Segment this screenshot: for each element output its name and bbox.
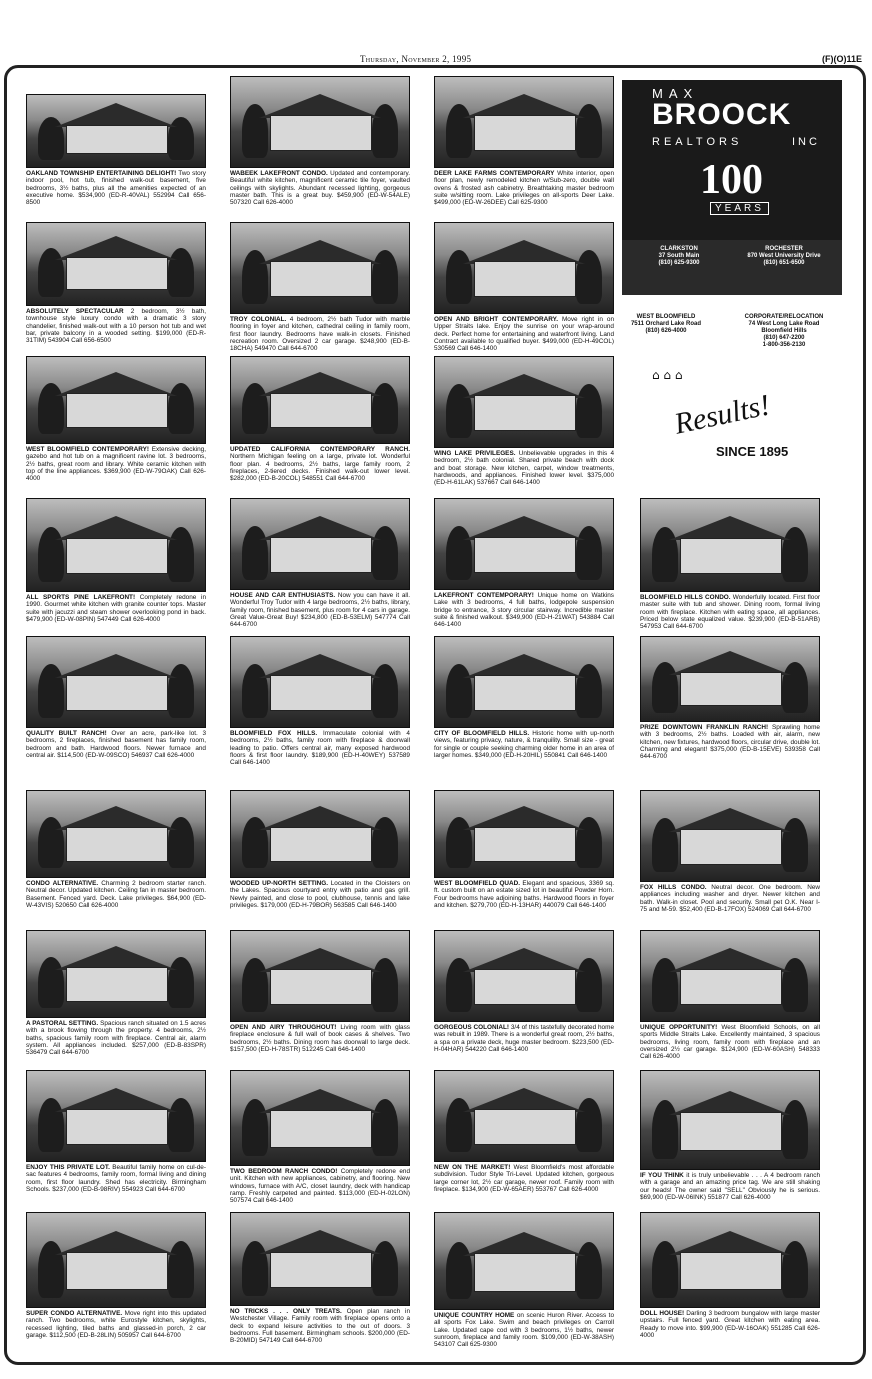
listing-body: Darling 3 bedroom bungalow with large master upstairs. Full fenced yard. Great kitchen with eating area. Ready to move into. $99,900 (ED-W-16OAK) 551285 Call 626-4000 — [640, 1310, 820, 1339]
listing-body: Beautiful family home on cul-de-sac features 4 bedrooms, family room, formal living and dining room, first floor laundry. Shed has electricity. Birmingham Schools. $237,000 (ED-B-98RIV) 554923 Call 644-6700 — [26, 1164, 206, 1193]
listing-photo — [434, 76, 614, 168]
listing-title: QUALITY BUILT RANCH! — [26, 730, 107, 737]
listing-body: Open plan ranch in Westchester Village. Family room with fireplace opens onto a deck to expand leisure activities to the out of doors. 3 bedrooms. Full basement. Birmingham schools. $200,000 (ED-B-20MID) 547149 Call 644-6700 — [230, 1308, 411, 1345]
listing-title: SUPER CONDO ALTERNATIVE. — [26, 1310, 123, 1317]
office-clarkston — [634, 246, 724, 267]
listing-photo — [230, 1212, 410, 1306]
listing-body: Updated and contemporary. Beautiful white kitchen, magnificent ceramic tile foyer, vaulted ceilings with skylights. Abundant recessed lighting, gorgeous master bath. This is a great buy. $459,900 (ED-W-54ALE) 507320 Call 626-4000 — [230, 170, 410, 207]
listing-photo — [230, 222, 410, 314]
listing-body: Sprawling home with 3 bedrooms, 2½ baths. Loaded with air, alarm, new kitchen, new fixtures, hardwood floors, circular drive, double lot. Charming and elegant! $375,000 (ED-B-15EVE) 539358 Call 644-6700 — [640, 724, 820, 761]
listing-photo — [26, 94, 206, 168]
listing-body: Two story indoor pool, hot tub, finished walk-out basement, five bedrooms, 3½ baths, plus all the amenities expected of an executive home. $534,900 (ED-R-40VAL) 552994 Call 656-8500 — [26, 170, 206, 207]
listing-title: PRIZE DOWNTOWN FRANKLIN RANCH! — [640, 724, 769, 731]
listing-body: Unbelievable upgrades in this 4 bedroom, 2½ bath colonial. Shared private beach with dock and boat storage. New kitchen, carpet, window treatments, hardwoods, and appliances. Finished lower level. $375,000 (ED-H-61LAK) 537667 Call 646-1400 — [434, 450, 614, 487]
office-phone-tollfree: 1-800-356-2130 — [762, 342, 806, 348]
listing-text — [434, 170, 614, 206]
listing-photo — [640, 636, 820, 722]
listing-text — [26, 446, 206, 482]
listing-photo — [230, 498, 410, 590]
logo-realtors: REALTORS — [652, 136, 743, 148]
listing-photo — [434, 498, 614, 590]
listing-photo — [26, 498, 206, 592]
listing-photo — [434, 1212, 614, 1310]
office-address: 870 West University Drive — [747, 253, 821, 259]
listing-text — [434, 1164, 614, 1193]
listing-photo — [230, 356, 410, 444]
listing-title: IF YOU THINK — [640, 1172, 684, 1179]
listing-photo — [434, 790, 614, 878]
listing-photo — [640, 790, 820, 882]
listing-title: WEST BLOOMFIELD QUAD. — [434, 880, 521, 887]
listing-title: BLOOMFIELD HILLS CONDO. — [640, 594, 731, 601]
listing-text — [640, 724, 820, 760]
listing-title: FOX HILLS CONDO. — [640, 884, 707, 891]
listing-text — [26, 1310, 206, 1339]
listing-text — [230, 1168, 410, 1204]
listing-body: Northern Michigan feeling on a large, private lot. Wonderful floor plan. 4 bedrooms, 2½ baths, large family room, 2 fireplaces, 2-tiered decks. Finished walk-out lower level. $282,000 (ED-B-20COL) 548551 Call 644-6700 — [230, 453, 410, 483]
listing-title: OPEN AND BRIGHT CONTEMPORARY. — [434, 316, 558, 323]
listing-photo — [26, 1070, 206, 1162]
listing-title: A PASTORAL SETTING. — [26, 1020, 99, 1027]
listing-text — [230, 730, 410, 766]
listing-body: White interior, open floor plan, newly remodeled kitchen w/Sub-zero, double wall ovens & frosted ash cabinetry. Breathtaking master bedroom suite w/sitting room. Lake privileges on all-sports Deer Lake. $499,000 (ED-W-26DEE) Call 625-9300 — [434, 170, 614, 207]
office-corporate — [724, 314, 844, 349]
office-city: Bloomfield Hills — [761, 328, 807, 334]
listing-text — [434, 1312, 614, 1348]
listing-photo — [26, 636, 206, 728]
listing-title: HOUSE AND CAR ENTHUSIASTS. — [230, 592, 336, 599]
listing-body: West Bloomfield's most affordable subdivision. Tudor Style Tri-Level. Updated kitchen, gorgeous large corner lot, 2½ car garage, newer roof. Family room with fireplace. $134,900 (ED-W-65AER) 553767 Call 626-4000 — [434, 1164, 614, 1193]
page-number: (F)(O)11E — [822, 54, 863, 64]
listing-photo — [26, 222, 206, 306]
listing-photo — [230, 930, 410, 1022]
listing-text — [26, 1020, 206, 1056]
office-address: 7511 Orchard Lake Road — [630, 321, 702, 327]
listing-photo — [434, 222, 614, 314]
office-panel — [622, 240, 842, 295]
listing-body: Move right in on Upper Straits lake. Enjoy the sunrise on your wrap-around deck. Perfect home for entertaining and waterfront living. Land Contract available to qualified buyer. $499,000 (ED-H-49COL) 530569 Call 646-1400 — [434, 316, 614, 353]
listing-title: UPDATED CALIFORNIA CONTEMPORARY RANCH. — [230, 446, 410, 453]
listing-text — [640, 1310, 820, 1339]
listing-text — [230, 1024, 410, 1053]
listing-body: Now you can have it all. Wonderful Troy Tudor with 4 large bedrooms, 2½ baths, library, family room, finished basement, plus room for 4 cars in garage. Great Value-Great Buy! $234,800 (ED-B-53ELM) 547774 Call 644-6700 — [230, 592, 410, 629]
office-rochester — [734, 246, 834, 267]
brand-logo — [622, 80, 842, 240]
listing-title: OAKLAND TOWNSHIP ENTERTAINING DELIGHT! — [26, 170, 177, 177]
office-phone: (810) 651-6500 — [763, 260, 805, 266]
logo-max: MAX — [652, 86, 699, 101]
listing-text — [434, 880, 614, 909]
listing-title: DEER LAKE FARMS CONTEMPORARY — [434, 170, 555, 177]
listing-body: Unique home on Watkins Lake with 3 bedrooms, 4 full baths, lodgepole suspension bridge to entrance, 3 story circular stairway. Incredible master suite & finished walkout. $349,900 (ED-H-21WAT) 543884 Call 646-1400 — [434, 592, 615, 629]
office-phone: (810) 647-2200 — [763, 335, 805, 341]
office-phone: (810) 626-4000 — [645, 328, 687, 334]
logo-inc: INC — [792, 136, 820, 148]
listing-body: Living room with glass fireplace enclosure & full wall of book cases & shelves. Two bedrooms, 2½ baths. Dining room has doorwall to large deck. $157,500 (ED-H-78STR) 512245 Call 646-1400 — [230, 1024, 410, 1053]
listing-body: Over an acre, park-like lot. 3 bedrooms, 2 fireplaces, finished basement has family room, bedroom and bath. Hardwood floors. Newer furnace and central air. $114,500 (ED-W-09SCO) 546937 Call 626-4000 — [26, 730, 207, 759]
listing-photo — [26, 1212, 206, 1308]
listing-title: UNIQUE COUNTRY HOME — [434, 1312, 515, 1319]
listing-body: it is truly unbelievable . . . A 4 bedroom ranch with a garage and an amazing price tag. We are still shaking our heads! The owner said "SELL" Obviously he is serious. $69,900 (ED-W-06INK) 551877 Call 626-4000 — [640, 1172, 820, 1201]
listing-text — [640, 1024, 820, 1060]
listing-body: West Bloomfield Schools, on all sports Middle Straits Lake. Excellently maintained, 3 spacious bedrooms, living room, family room with fireplace and an oversized 2½ car garage. $124,900 (ED-W-60ASH) 548333 Call 626-4000 — [640, 1024, 820, 1061]
listing-title: TWO BEDROOM RANCH CONDO! — [230, 1168, 338, 1175]
listing-text — [26, 730, 206, 759]
listing-body: Located in the Cloisters on the Lakes. Spacious courtyard entry with patio and gas grill. Newly painted, and close to pool, clubhouse, tennis and lake privileges. $179,000 (ED-H-79BOR) 563585 Call 646-1400 — [230, 880, 410, 909]
listing-title: ALL SPORTS PINE LAKEFRONT! — [26, 594, 136, 601]
listing-title: TROY COLONIAL. — [230, 316, 287, 323]
listing-body: Charming 2 bedroom starter ranch. Neutral decor. Updated kitchen. Ceiling fan in master bedroom. Basement. Fenced yard. Deck. Lake privileges. $64,900 (ED-W-43VIS) 520650 Call 626-4000 — [26, 880, 206, 909]
listing-text — [230, 316, 410, 352]
listing-text — [434, 1024, 614, 1053]
listing-text — [230, 1308, 410, 1344]
listing-photo — [26, 356, 206, 444]
listing-body: Elegant and spacious, 3369 sq. ft. custom built on an estate sized lot in beautiful Powder Horn. Four bedrooms have adjoining baths. Hardwood floors in foyer and kitchen. $279,700 (ED-H-13HAR) 440079 Call 646-1400 — [434, 880, 614, 909]
listing-text — [26, 1164, 206, 1193]
listing-photo — [640, 498, 820, 592]
listing-title: DOLL HOUSE! — [640, 1310, 685, 1317]
listing-body: 2 bedroom, 3½ bath, townhouse style luxury condo with a dramatic 3 story chandelier, finished walk-out with a 10 person hot tub and wet bar, private balcony in a wooded setting. $199,000 (ED-R-31TIM) 543904 Call 656-6500 — [26, 308, 206, 345]
listing-title: WOODED UP-NORTH SETTING. — [230, 880, 329, 887]
equal-housing-icon: ⌂ ⌂ ⌂ — [652, 368, 683, 382]
listing-body: Completely redone end unit. Kitchen with new appliances, cabinetry, and flooring. New windows, furnace with A/C, closet laundry, deck with handicap ramp. Freshly carpeted and painted. $113,000 (ED-H-02LON) 507574 Call 646-1400 — [230, 1168, 410, 1205]
listing-photo — [230, 1070, 410, 1166]
listing-body: 3/4 of this tastefully decorated home was rebuilt in 1989. There is a wonderful great room, 2½ baths, a spa on a private deck, huge master bedroom. $223,500 (ED-H-04HAR) 544220 Call 646-1400 — [434, 1024, 614, 1053]
results-script: Results! — [671, 388, 773, 441]
listing-text — [230, 170, 410, 206]
listing-photo — [434, 356, 614, 448]
listing-title: WING LAKE PRIVILEGES. — [434, 450, 516, 457]
listing-photo — [434, 930, 614, 1022]
listing-text — [640, 884, 820, 913]
office-name: CORPORATE/RELOCATION — [744, 314, 824, 320]
office-west-bloomfield — [616, 314, 716, 335]
listing-text — [434, 316, 614, 352]
listing-photo — [434, 1070, 614, 1162]
listing-photo — [434, 636, 614, 728]
listing-body: Neutral decor. One bedroom. New appliances including washer and dryer. Newer kitchen and bath. Walk-in closet. Pool and security. Small pet O.K. Near I-75 and M-59. $52,400 (ED-B-17FOX) 524069 Call 644-6700 — [640, 884, 820, 913]
listing-title: WEST BLOOMFIELD CONTEMPORARY! — [26, 446, 150, 453]
office-address: 74 West Long Lake Road — [748, 321, 820, 327]
listing-text — [640, 1172, 820, 1201]
listing-title: NO TRICKS . . . ONLY TREATS. — [230, 1308, 342, 1315]
listing-photo — [230, 76, 410, 168]
office-name: ROCHESTER — [765, 246, 803, 252]
office-phone: (810) 625-9300 — [658, 260, 700, 266]
office-name: CLARKSTON — [660, 246, 698, 252]
listing-body: Extensive decking, gazebo and hot tub on a magnificent ravine lot. 3 bedrooms, 2½ baths, great room and library. White ceramic kitchen with top of the line appliances. $369,900 (ED-W-79OAK) Call 626-4000 — [26, 446, 206, 483]
listing-body: 4 bedroom, 2½ bath Tudor with marble flooring in foyer and kitchen, cathedral ceiling in family room, first floor laundry. Bedrooms have walk-in closets. Finished recreation room. Oversized 2 car garage. $248,900 (ED-B-18CHA) 549470 Call 644-6700 — [230, 316, 410, 353]
listing-text — [640, 594, 820, 630]
listing-title: ENJOY THIS PRIVATE LOT. — [26, 1164, 110, 1171]
listing-text — [26, 170, 206, 206]
office-name: WEST BLOOMFIELD — [636, 314, 696, 320]
listing-text — [26, 880, 206, 909]
since-1895: SINCE 1895 — [716, 444, 789, 459]
listing-text — [26, 594, 206, 623]
listing-title: CONDO ALTERNATIVE. — [26, 880, 99, 887]
issue-date: Thursday, November 2, 1995 — [360, 54, 472, 64]
listing-body: Immaculate colonial with 4 bedrooms, 2½ baths, family room with fireplace & doorwall leading to patio. Offers central air, many exposed hardwood floors & first floor laundry. $189,900 (ED-H-40WEY) 537589 Call 646-1400 — [230, 730, 410, 767]
listing-body: Move right into this updated ranch. Two bedrooms, white Eurostyle kitchen, skylights, recessed lighting, tiled baths and glassed-in porch, 2 car garage. $112,500 (ED-B-28LIN) 505957 Call 644-6700 — [26, 1310, 206, 1339]
listing-title: UNIQUE OPPORTUNITY! — [640, 1024, 718, 1031]
listing-text — [230, 592, 410, 628]
listing-body: Completely redone in 1990. Gourmet white kitchen with granite counter tops. Master suite with jacuzzi and steam shower overlooking pond in back. $479,900 (ED-W-08PIN) 547449 Call 626-4000 — [26, 594, 206, 623]
listing-text — [434, 592, 614, 628]
listing-body: Spacious ranch situated on 1.5 acres with a brook flowing through the property. 4 bedrooms, 2½ baths, spacious family room with fireplace. Central air, alarm system. All appliances included. $257,000 (ED-B-83SPR) 536479 Call 644-6700 — [26, 1020, 207, 1057]
listing-photo — [26, 930, 206, 1018]
logo-years: YEARS — [710, 202, 769, 215]
listing-title: GORGEOUS COLONIAL! — [434, 1024, 510, 1031]
listing-photo — [640, 930, 820, 1022]
listing-title: OPEN AND AIRY THROUGHOUT! — [230, 1024, 337, 1031]
logo-hundred: 100 — [700, 157, 763, 203]
listing-text — [230, 880, 410, 909]
listing-text — [434, 450, 614, 486]
listing-title: CITY OF BLOOMFIELD HILLS. — [434, 730, 530, 737]
listing-title: NEW ON THE MARKET! — [434, 1164, 511, 1171]
listing-title: BLOOMFIELD FOX HILLS. — [230, 730, 318, 737]
logo-brand: BROOCK — [652, 98, 792, 131]
listing-photo — [26, 790, 206, 878]
listing-title: LAKEFRONT CONTEMPORARY! — [434, 592, 534, 599]
listing-text — [434, 730, 614, 759]
listing-photo — [640, 1070, 820, 1170]
listing-photo — [230, 790, 410, 878]
listing-body: Wonderfully located. First floor master suite with tub and shower. Dining room, formal living room with fireplace. Kitchen with eating space, all appliances. Priced below state equalized value. $239,900 (ED-B-51ARB) 547953 Call 644-6700 — [640, 594, 820, 631]
listing-body: on scenic Huron River. Access to all sports Fox Lake. Swim and beach privileges on Carroll Lake. Updated cape cod with 3 bedrooms, 1½ baths, newer sunroom, fireplace and family room. $109,000 (ED-W-38ASH) 543107 Call 625-9300 — [434, 1312, 614, 1349]
listing-photo — [640, 1212, 820, 1308]
listing-title: ABSOLUTELY SPECTACULAR — [26, 308, 124, 315]
listing-text — [26, 308, 206, 344]
listing-title: WABEEK LAKEFRONT CONDO. — [230, 170, 328, 177]
office-address: 37 South Main — [658, 253, 700, 259]
listing-body: Historic home with up-north views, featuring privacy, nature, & tranquility. Small size - great for single or couple seeking charming older home in an area of larger homes. $349,000 (ED-H-20HIL) 550841 Call 646-1400 — [434, 730, 615, 759]
listing-text — [230, 446, 410, 482]
listing-photo — [230, 636, 410, 728]
